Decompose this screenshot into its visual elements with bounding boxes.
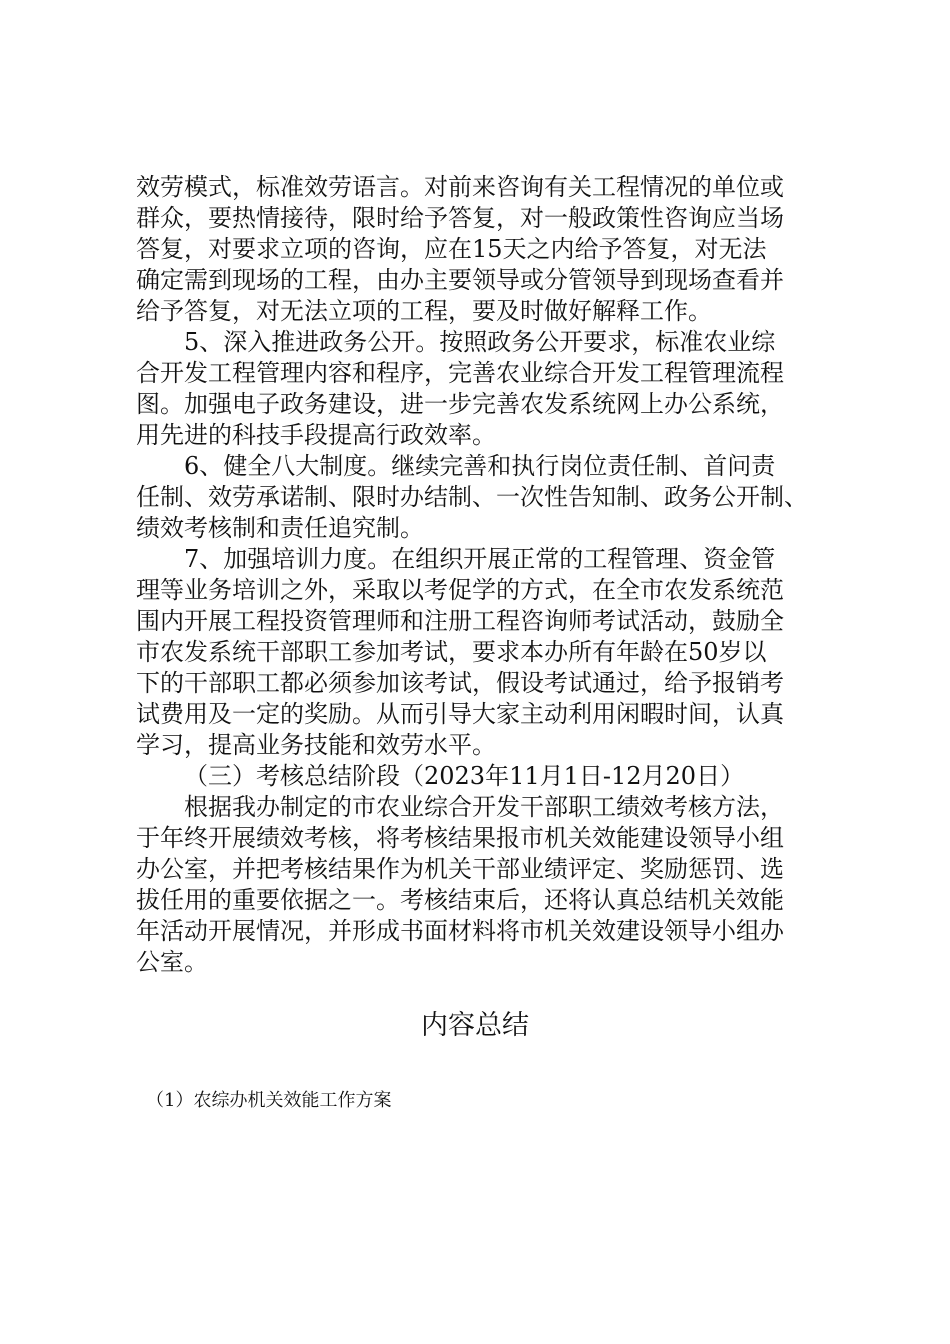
body-line: 6、健全八大制度。继续完善和执行岗位责任制、首问责 xyxy=(184,452,776,480)
body-line: 确定需到现场的工程，由办主要领导或分管领导到现场查看并 xyxy=(136,266,784,294)
body-line: 年活动开展情况，并形成书面材料将市机关效建设领导小组办 xyxy=(136,917,784,945)
body-line: 拔任用的重要依据之一。考核结束后，还将认真总结机关效能 xyxy=(136,886,784,914)
body-line: 公室。 xyxy=(136,948,208,976)
summary-title: 内容总结 xyxy=(421,1010,529,1041)
body-line: 市农发系统干部职工参加考试，要求本办所有年龄在50岁以 xyxy=(136,638,767,666)
body-line: 根据我办制定的市农业综合开发干部职工绩效考核方法， xyxy=(184,793,784,821)
body-line: 效劳模式，标准效劳语言。对前来咨询有关工程情况的单位或 xyxy=(136,173,784,201)
body-line: 学习，提高业务技能和效劳水平。 xyxy=(136,731,496,759)
section-heading: （三）考核总结阶段（2023年11月1日-12月20日） xyxy=(184,762,745,790)
document-body xyxy=(136,172,836,978)
body-line: 合开发工程管理内容和程序，完善农业综合开发工程管理流程 xyxy=(136,359,784,387)
body-line: 办公室，并把考核结果作为机关干部业绩评定、奖励惩罚、选 xyxy=(136,855,784,883)
body-line: 给予答复，对无法立项的工程，要及时做好解释工作。 xyxy=(136,297,712,325)
summary-item: （1）农综办机关效能工作方案 xyxy=(146,1090,392,1111)
body-line: 任制、效劳承诺制、限时办结制、一次性告知制、政务公开制、 xyxy=(136,483,808,511)
body-line: 绩效考核制和责任追究制。 xyxy=(136,514,424,542)
body-line: 5、深入推进政务公开。按照政务公开要求，标准农业综 xyxy=(184,328,776,356)
body-line: 试费用及一定的奖励。从而引导大家主动利用闲暇时间，认真 xyxy=(136,700,784,728)
body-line: 于年终开展绩效考核，将考核结果报市机关效能建设领导小组 xyxy=(136,824,784,852)
body-line: 答复，对要求立项的咨询，应在15天之内给予答复，对无法 xyxy=(136,235,767,263)
body-line: 理等业务培训之外，采取以考促学的方式，在全市农发系统范 xyxy=(136,576,784,604)
body-line: 用先进的科技手段提高行政效率。 xyxy=(136,421,496,449)
body-line: 图。加强电子政务建设，进一步完善农发系统网上办公系统， xyxy=(136,390,784,418)
body-line: 7、加强培训力度。在组织开展正常的工程管理、资金管 xyxy=(184,545,776,573)
body-line: 围内开展工程投资管理师和注册工程咨询师考试活动，鼓励全 xyxy=(136,607,784,635)
body-line: 下的干部职工都必须参加该考试，假设考试通过，给予报销考 xyxy=(136,669,784,697)
body-line: 群众，要热情接待，限时给予答复，对一般政策性咨询应当场 xyxy=(136,204,784,232)
